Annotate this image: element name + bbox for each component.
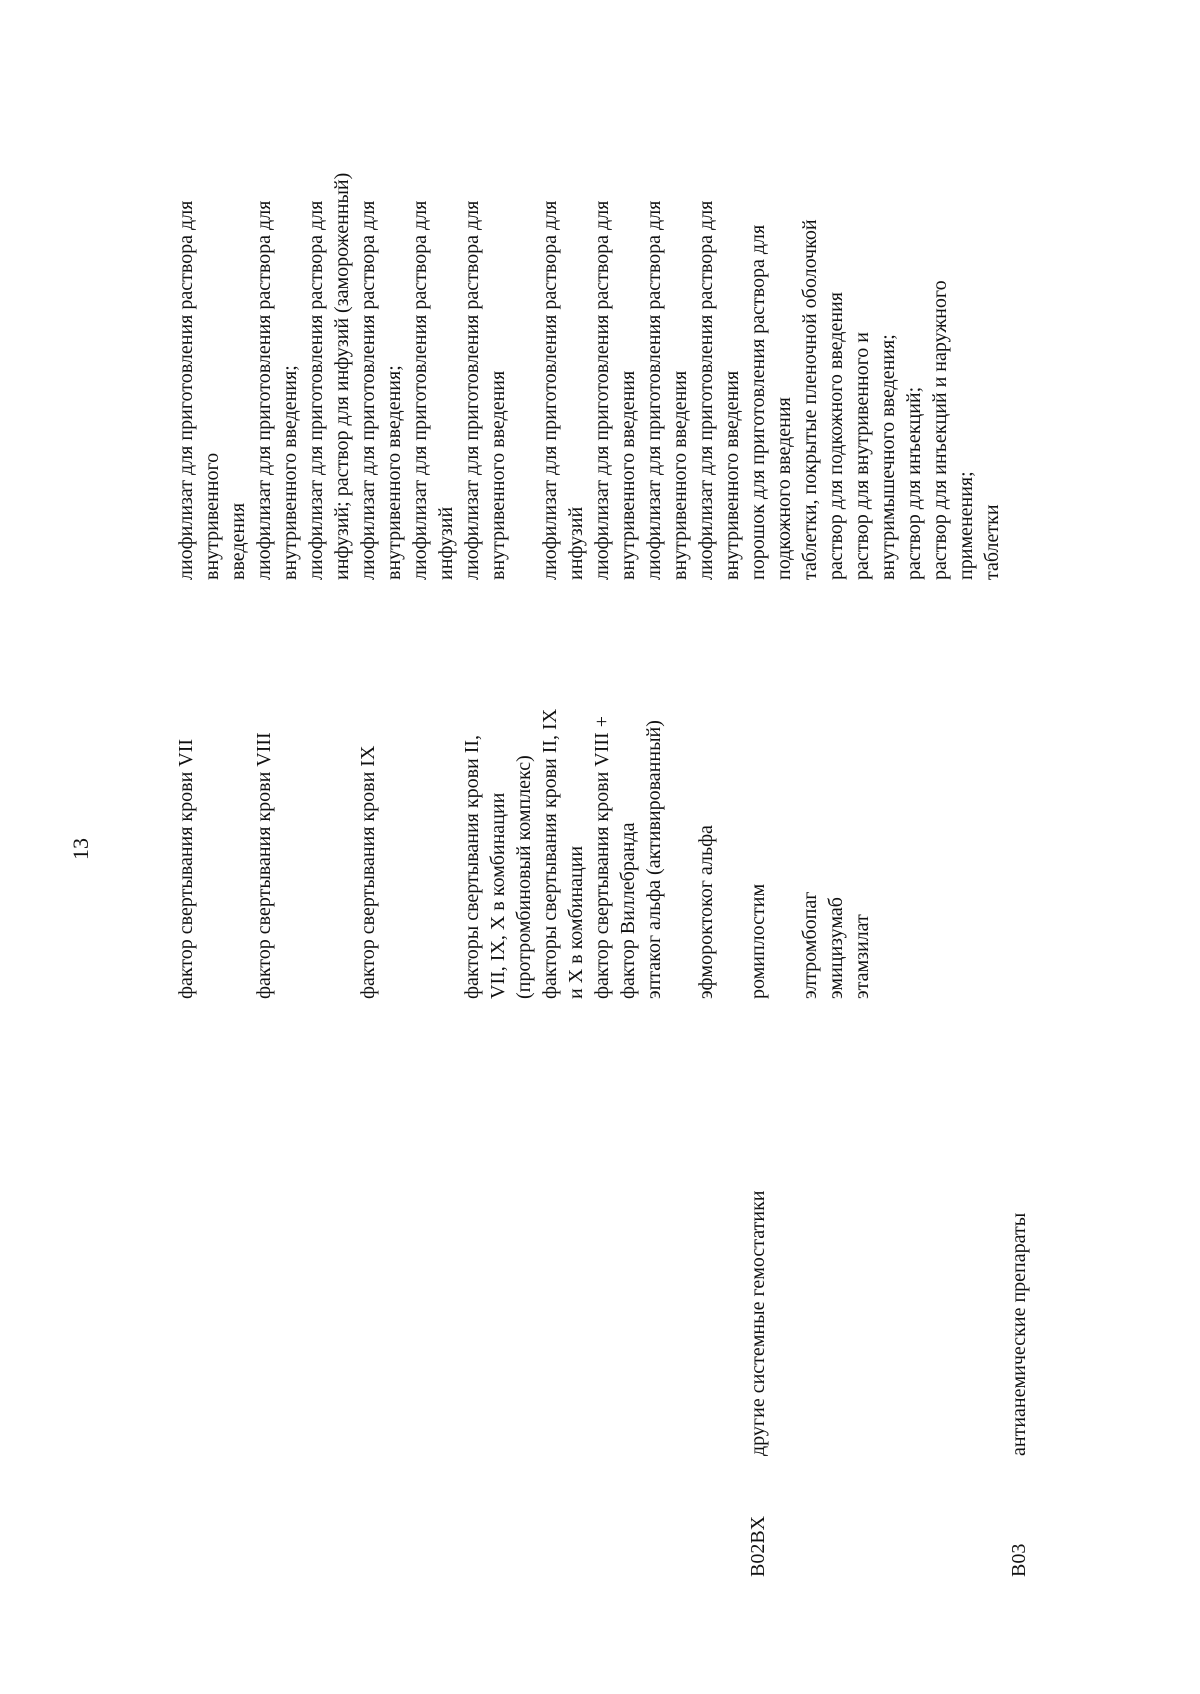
drug-name: ромиплостим bbox=[747, 883, 769, 999]
drug-name: фактор свертывания крови VIII + фактор Виллебранда bbox=[591, 716, 639, 999]
dosage-forms: раствор для подкожного введения bbox=[825, 292, 847, 580]
drug-name: факторы свертывания крови II, IX и X в комбинации bbox=[539, 708, 587, 999]
drug-name: эптаког альфа (активированный) bbox=[643, 720, 665, 999]
drug-name: факторы свертывания крови II, VII, IX, X в комбинации (протромбиновый комплекс) bbox=[461, 734, 535, 999]
atc-group: антианемические препараты bbox=[1008, 1212, 1030, 1456]
dosage-forms: порошок для приготовления раствора для подкожного введения bbox=[747, 224, 795, 580]
dosage-forms: лиофилизат для приготовления раствора для внутривенного введения; лиофилизат для приготовления раствора для инфузий; раствор для инфузий (замороженный) bbox=[253, 172, 353, 580]
dosage-forms: раствор для внутривенного и внутримышечного введения; раствор для инъекций; раствор для инъекций и наружного применения; таблетки bbox=[851, 280, 1003, 580]
dosage-forms: лиофилизат для приготовления раствора для внутривенного введения bbox=[461, 200, 509, 580]
dosage-forms: лиофилизат для приготовления раствора для внутривенного введения bbox=[591, 200, 639, 580]
drug-name: фактор свертывания крови VII bbox=[175, 738, 197, 999]
atc-group: другие системные гемостатики bbox=[747, 1190, 769, 1456]
atc-code: B02BX bbox=[747, 1515, 769, 1577]
page-number: 13 bbox=[68, 838, 93, 860]
dosage-forms: лиофилизат для приготовления раствора для внутривенного введения bbox=[175, 200, 249, 580]
atc-code: B03 bbox=[1008, 1543, 1030, 1577]
dosage-forms: лиофилизат для приготовления раствора для внутривенного введения bbox=[643, 200, 691, 580]
dosage-forms: лиофилизат для приготовления раствора для внутривенного введения; лиофилизат для приготовления раствора для инфузий bbox=[357, 200, 457, 580]
drug-name: элтромбопаг bbox=[799, 891, 821, 999]
drug-name: эмицизумаб bbox=[825, 897, 847, 999]
dosage-forms: таблетки, покрытые пленочной оболочкой bbox=[799, 219, 821, 580]
dosage-forms: лиофилизат для приготовления раствора для инфузий bbox=[539, 200, 587, 580]
dosage-forms: лиофилизат для приготовления раствора для внутривенного введения bbox=[695, 200, 743, 580]
drug-name: фактор свертывания крови IX bbox=[357, 745, 379, 999]
drug-name: фактор свертывания крови VIII bbox=[253, 732, 275, 999]
drug-name: эфмороктоког альфа bbox=[695, 825, 717, 999]
drug-name: этамзилат bbox=[851, 914, 873, 999]
